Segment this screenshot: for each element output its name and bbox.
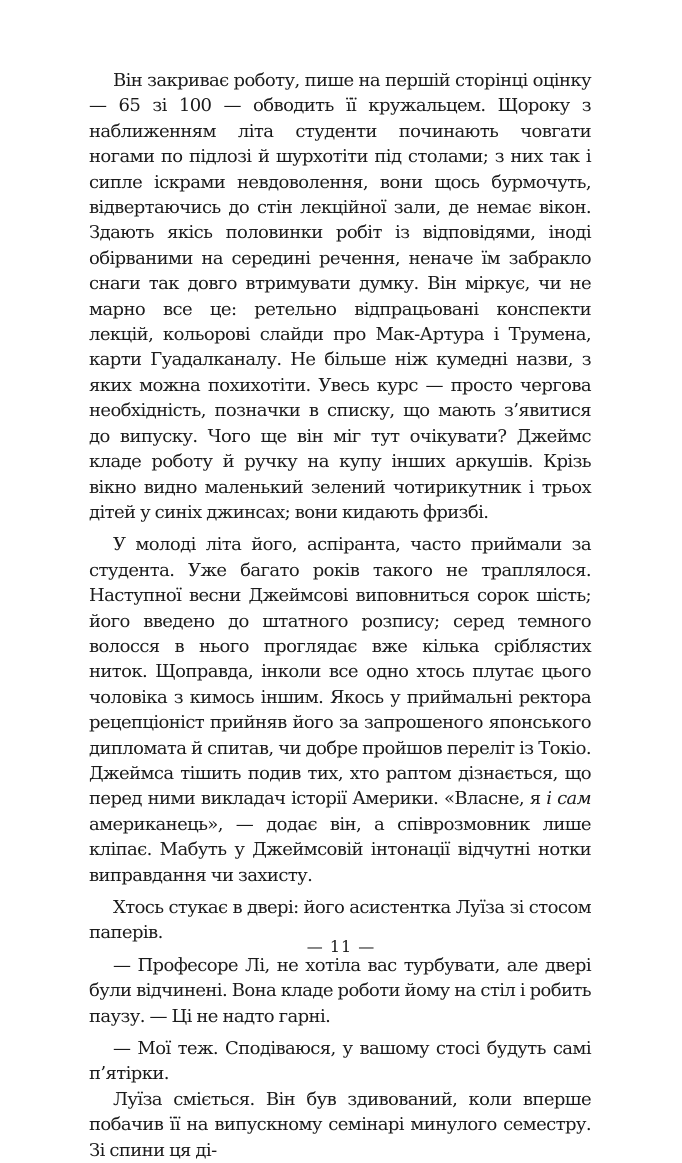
paragraph-text: У молоді літа його, аспіранта, часто приймали за студента. Уже багато років такого не траплялося. Наступної весни Джеймсові виповниться сорок шість; його введено до штатного розпису; серед темного волосся в нього проглядає вже кілька сріблястих ниток. Щоправда, інколи все одно хтось плутає цього чоловіка з кимось іншим. Якось у приймальні ректора рецепціоніст прийняв його за запрошеного японського дипломата й спитав, чи добре пройшов переліт із Токіо. Джеймса тішить подив тих, хто раптом дізнається, що перед ними викладач історії Америки. «Власне, я bbox=[89, 534, 591, 810]
paragraph: Луїза сміється. Він був здивований, коли вперше побачив її на випускному семінарі минулого семестру. Зі спини ця ді- bbox=[89, 1088, 591, 1161]
paragraph-text: американець», — додає він, а співрозмовник лише кліпає. Мабуть у Джеймсовій інтонації відчутні нотки виправдання чи захисту. bbox=[89, 813, 591, 886]
emphasis-text: і сам bbox=[546, 788, 592, 810]
dialogue-line: — Професоре Лі, не хотіла вас турбувати, але двері були відчинені. Вона кладе роботи йому на стіл і робить паузу. — Ці не надто гарні. bbox=[89, 954, 591, 1027]
paragraph: Він закриває роботу, пише на першій сторінці оцінку — 65 зі 100 — обводить її кружальцем. Щороку з наближенням літа студенти починають човгати ногами по підлозі й шурхотіти під столами; з них так і сипле іскрами невдоволення, вони щось бурмочуть, відвертаючись до стін лекційної зали, де немає вікон. Здають якісь половинки робіт із відповідями, іноді обірваними на середині речення, неначе їм забракло снаги так довго втримувати думку. Він міркує, чи не марно все це: ретельно відпрацьовані конспекти лекцій, кольорові слайди про Мак-Артура і Трумена, карти Гуадалканалу. Не більше ніж кумедні назви, з яких можна похихотіти. Увесь курс — просто чергова необхідність, позначки в списку, що мають з’явитися до випуску. Чого ще він міг тут очікувати? Джеймс кладе роботу й ручку на купу інших аркушів. Крізь вікно видно маленький зелений чотирикутник і трьох дітей у синіх джинсах; вони кидають фризбі. bbox=[89, 70, 591, 523]
page-number: — 11 — bbox=[306, 937, 376, 956]
dialogue-line: — Мої теж. Сподіваюся, у вашому стосі будуть самі п’ятірки. bbox=[89, 1038, 591, 1085]
paragraph bbox=[89, 532, 591, 888]
paragraph: Хтось стукає в двері: його асистентка Луїза зі стосом паперів. bbox=[89, 897, 591, 944]
main-text bbox=[89, 68, 591, 1163]
